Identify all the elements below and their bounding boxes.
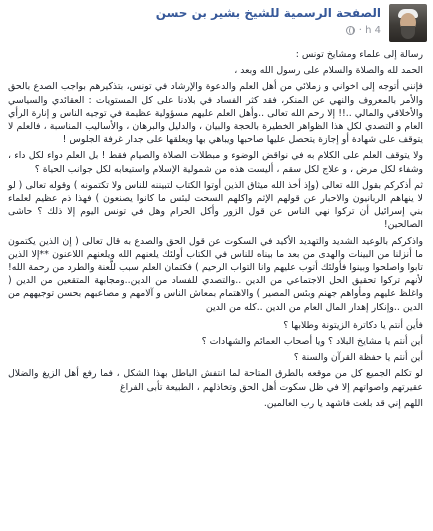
post-paragraph-knowledge: ولا يتوقف العلم على الكلام به في نواقض الوضوء و مبطلات الصلاة والصيام فقط ! بل العلم دواء لكل داء ، وشفاء لكل مرض ، و علاج لكل سقم ، أليست هذه من شمولية الإسلام واستيعابه لكل جوانب الحياة ؟ — [8, 150, 423, 175]
post-paragraph-question-3: أين أنتم يا حفظة القرآن والسنة ؟ — [293, 352, 423, 364]
post-paragraph-question-1: فأين أنتم يا دكاترة الزيتونة وطلابها ؟ — [283, 319, 423, 331]
post-paragraph-warning: واذكركم بالوعيد الشديد والتهديد الأكيد في السكوت عن قول الحق والصدع به قال تعالى ( إن الذين يكتمون ما أنزلنا من البينات والهدى من بعد ما بيناه للناس في الكتاب أولئك يلعنهم الله ويلعنهم اللاعنون **إلا الذين تابوا واصلحوا وبينوا فأولئك أتوب عليهم وانا التواب الرحيم ) فكتمان العلم سبب للّعنة والطرد من رحمة الله! لأنهم تركوا تحقيق الحل الاجتماعي من الدين ..والتصدي للفساد من الدين..ومجابهة المتقعين من الدين ( واغلظ عليهم ومأواهم جهنم وبئس المصير ) والاهتمام بمعاش الناس و آلامهم و مصاعبهم بحسن توجيههم من الدين ..وإنكار إهدار المال العام من الدين ..كله من الدين — [8, 235, 423, 313]
page-avatar[interactable] — [389, 4, 427, 42]
page-name-link[interactable]: الصفحة الرسمية للشيخ بشير بن حسن — [155, 6, 381, 20]
globe-icon[interactable] — [346, 26, 355, 35]
post-paragraph-closing: اللهم إني قد بلغت فاشهد يا رب العالمين. — [263, 397, 423, 409]
post-meta — [346, 25, 381, 36]
post-paragraph-call: فإنني أتوجه إلى اخواني و زملائي من أهل العلم والدعوة والإرشاد في تونس، بتذكيرهم بواجب الصدع بالحق والأمر بالمعروف والنهي عن المنكر، فقد كثر الفساد في بلادنا على كل المستويات : العقائدي والسياسي والأخلاقي والمالي ..!! إلا رحم الله تعالى ..وأهل العلم عليهم مسؤولية عظيمة في توجيه الناس و إنارة الرأي العام و التصدي لكل هذا الظواهر الخطيرة بالحجة والبيان ، والدليل والبرهان ، والأساليب المناسبة ، فالعلم لا يتوقف على شهادة أو إجازة يتحصل عليها صاحبها ويباهي بها ويعلقها على جدار غرفة الجلوس ! — [8, 81, 423, 146]
post-paragraph-conclusion: لو تكلم الجميع كل من موقعه بالطرق المتاحة لما انتفش الباطل بهذا الشكل ، فما رفع أهل الزيغ والضلال عقيرتهم واصواتهم إلا في ظل سكوت أهل الحق وتخاذلهم ، الطبيعة تأبى الفراغ — [8, 368, 423, 393]
post-paragraph-opening: الحمد لله والصلاة والسلام على رسول الله وبعد ، — [234, 65, 423, 77]
post-paragraph-salutation: رسالة إلى علماء ومشايخ تونس : — [295, 49, 423, 60]
post-paragraph-question-2: أين أنتم يا مشايخ البلاد ؟ ويا أصحاب العمائم والشهادات ؟ — [201, 336, 423, 348]
post-header — [6, 4, 427, 42]
post-body — [8, 48, 423, 413]
post-paragraph-verses: ثم أذكركم بقول الله تعالى (وإذ أخذ الله ميثاق الذين أوتوا الكتاب لتبيننه للناس ولا تكتمونه ) وقوله تعالى ( لو لا ينهاهم الربانيون والاحبار عن قولهم الإثم واكلهم السحت لبئس ما كانوا يصنعون ) فهذا ذم عظيم لعلماء بني إسرائيل أن تركوا نهي الناس عن قول الزور وأكل الحرام وهل في تونس اليوم إلا ذلك ؟ حاشى الصالحين! — [8, 179, 423, 231]
post-timestamp[interactable]: 4 h · — [358, 25, 381, 36]
avatar-beard-shape — [401, 26, 415, 39]
